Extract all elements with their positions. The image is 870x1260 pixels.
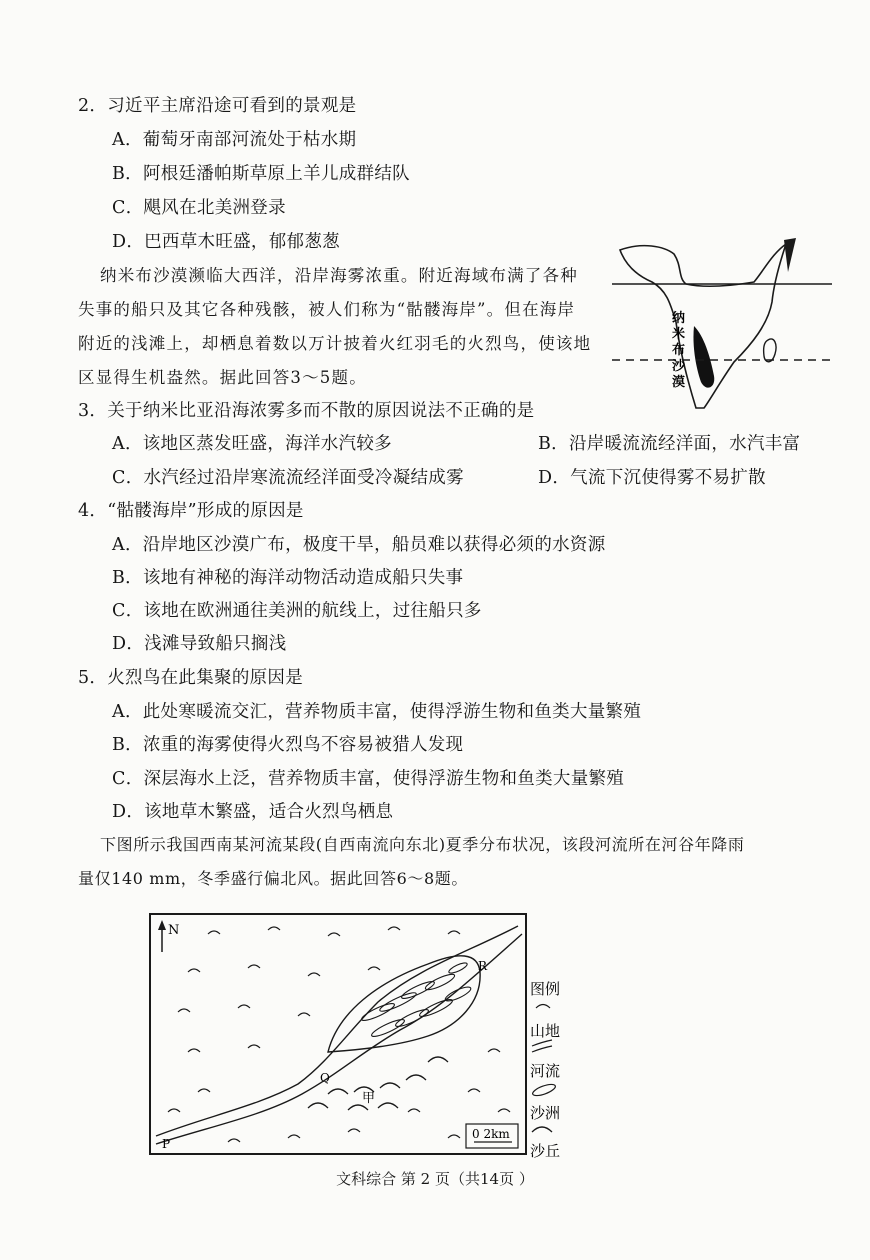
q2-option-c: C．飓风在北美洲登录 [112, 198, 286, 218]
q2-option-a: A．葡萄牙南部河流处于枯水期 [112, 130, 357, 150]
q3-option-c: C．水汽经过沿岸寒流流经洋面受冷凝结成雾 [112, 468, 464, 488]
q2-option-d: D．巴西草木旺盛，郁郁葱葱 [112, 232, 340, 252]
q4-option-b: B．该地有神秘的海洋动物活动造成船只失事 [112, 568, 464, 588]
north-label: N [168, 923, 180, 938]
point-r: R [478, 959, 488, 973]
q2-option-b: B．阿根廷潘帕斯草原上羊儿成群结队 [112, 164, 410, 184]
legend-sandbar: 沙洲 [530, 1104, 561, 1122]
q5-option-c: C．深层海水上泛，营养物质丰富，使得浮游生物和鱼类大量繁殖 [112, 769, 625, 789]
q4-option-d: D．浅滩导致船只搁浅 [112, 634, 287, 654]
legend-title: 图例 [530, 980, 561, 998]
q5-option-d: D．该地草木繁盛，适合火烈鸟栖息 [112, 802, 394, 822]
q5-stem: 5．火烈鸟在此集聚的原因是 [78, 668, 304, 688]
passage2-line-1: 下图所示我国西南某河流某段(自西南流向东北)夏季分布状况，该段河流所在河谷年降雨 [100, 835, 745, 854]
passage1-line-3: 附近的浅滩上，却栖息着数以万计披着火红羽毛的火烈鸟，使该地 [78, 334, 592, 353]
q4-option-c: C．该地在欧洲通往美洲的航线上，过往船只多 [112, 601, 482, 621]
namib-label-1: 纳 [672, 311, 686, 326]
q5-option-a: A．此处寒暖流交汇，营养物质丰富，使得浮游生物和鱼类大量繁殖 [112, 702, 642, 722]
sandbar-symbols [360, 961, 472, 1039]
q4-stem: 4．“骷髅海岸”形成的原因是 [78, 501, 304, 521]
q3-option-d: D．气流下沉使得雾不易扩散 [538, 468, 766, 488]
passage1-line-2: 失事的船只及其它各种残骸，被人们称为“骷髅海岸”。但在海岸 [78, 300, 576, 319]
page-footer: 文科综合 第 2 页（共14页 ） [336, 1170, 534, 1188]
namib-label-2: 米 [672, 327, 686, 342]
q4-option-a: A．沿岸地区沙漠广布，极度干旱，船员难以获得必须的水资源 [112, 535, 606, 555]
q3-stem: 3．关于纳米比亚沿海浓雾多而不散的原因说法不正确的是 [78, 401, 535, 421]
point-jia: 甲 [362, 1091, 376, 1106]
point-p: P [162, 1137, 171, 1151]
legend-dune: 沙丘 [530, 1142, 561, 1160]
q5-option-b: B．浓重的海雾使得火烈鸟不容易被猎人发现 [112, 735, 464, 755]
africa-map [612, 232, 832, 412]
river-map [148, 912, 600, 1160]
scale-label: 0 2km [472, 1127, 510, 1141]
passage2-line-2: 量仅140 mm，冬季盛行偏北风。据此回答6～8题。 [78, 869, 468, 888]
namib-label-5: 漠 [672, 375, 686, 390]
namib-label-3: 布 [672, 343, 686, 358]
legend-river: 河流 [530, 1062, 561, 1080]
q2-stem: 2．习近平主席沿途可看到的景观是 [78, 96, 357, 116]
mountain-symbols [168, 927, 510, 1142]
passage1-line-4: 区显得生机盎然。据此回答3～5题。 [78, 368, 367, 387]
namib-label-4: 沙 [672, 359, 686, 374]
q3-option-b: B．沿岸暖流流经洋面，水汽丰富 [538, 434, 801, 454]
passage1-line-1: 纳米布沙漠濒临大西洋，沿岸海雾浓重。附近海域布满了各种 [100, 266, 578, 285]
point-q: Q [320, 1071, 330, 1085]
legend-mountain: 山地 [530, 1022, 561, 1040]
q3-option-a: A．该地区蒸发旺盛，海洋水汽较多 [112, 434, 392, 454]
